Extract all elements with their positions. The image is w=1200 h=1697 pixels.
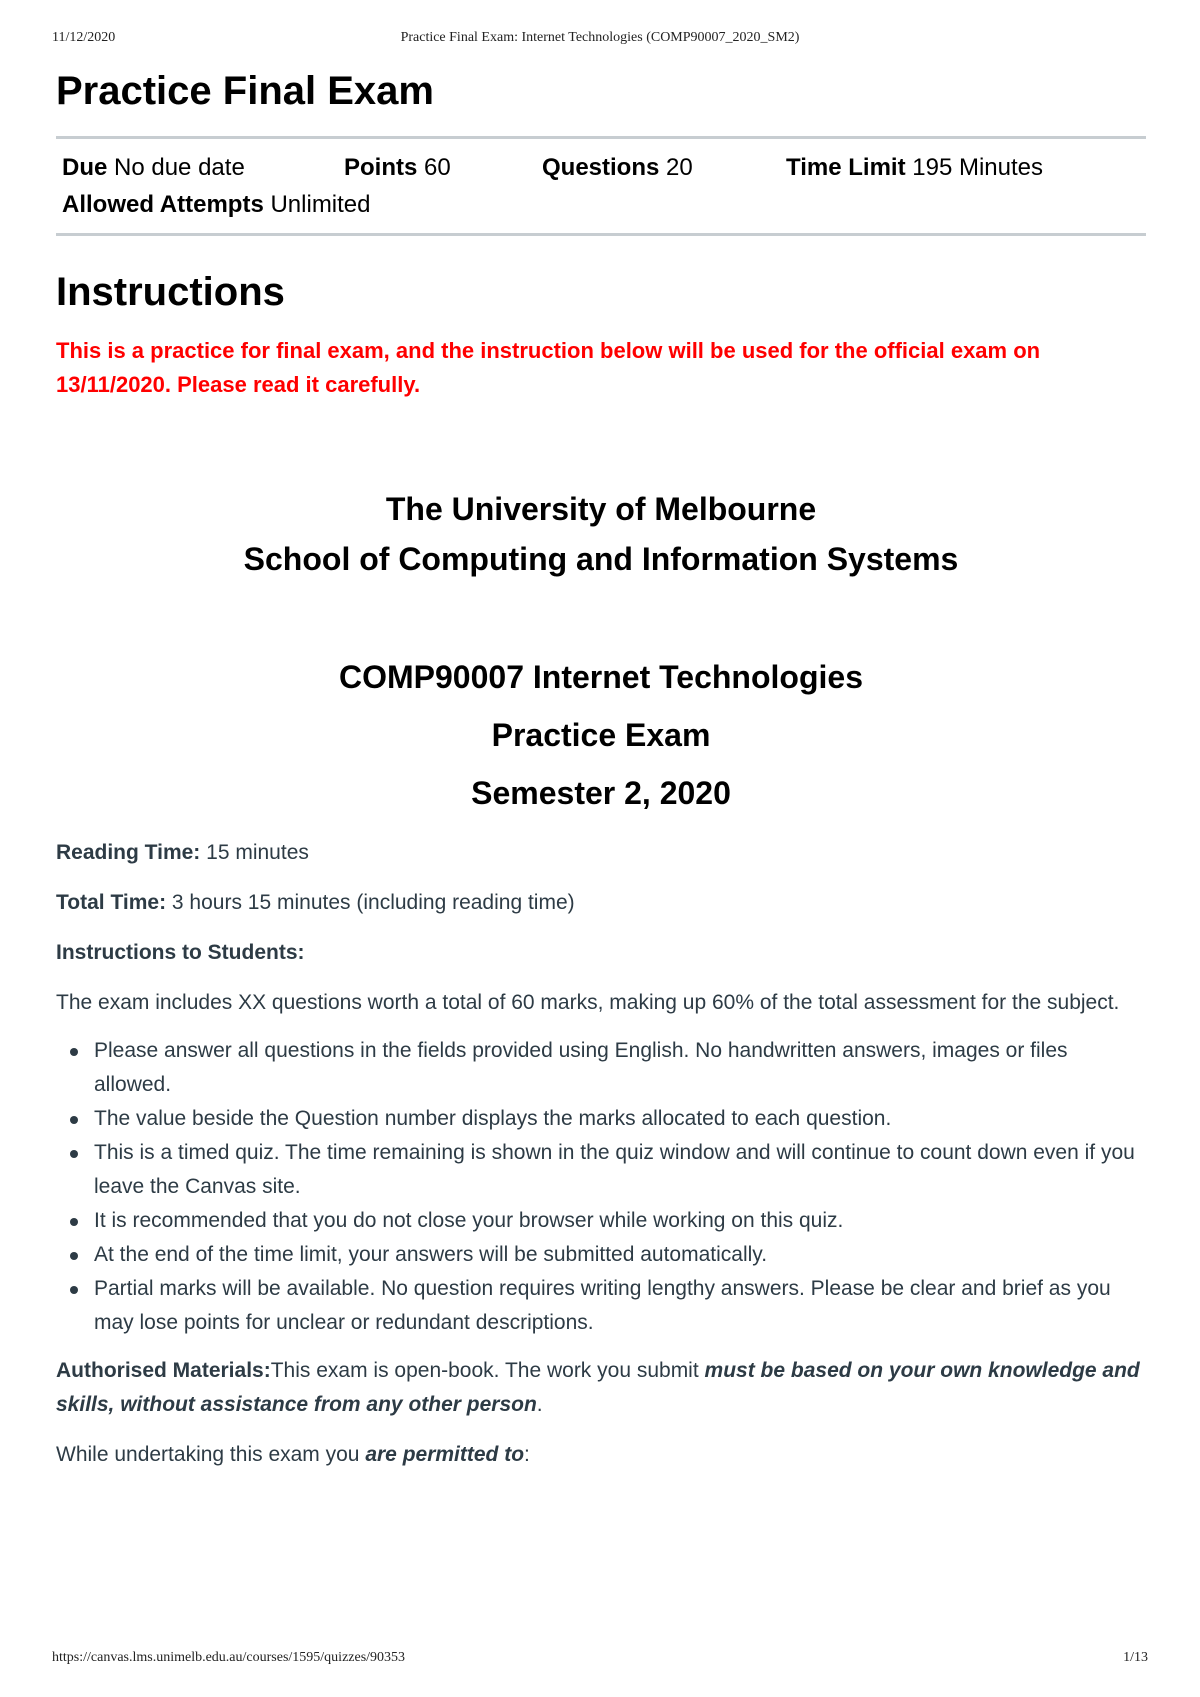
- permitted-end: :: [524, 1443, 530, 1466]
- bullet-icon: [70, 1150, 78, 1158]
- meta-points-label: Points: [344, 154, 418, 181]
- meta-attempts: [62, 186, 371, 223]
- list-item: [94, 1034, 1146, 1102]
- meta-time-limit-value: 195 Minutes: [912, 154, 1043, 181]
- university-name: The University of Melbourne: [385, 491, 817, 527]
- reading-time: [56, 836, 1146, 870]
- authorised-materials: [56, 1354, 1146, 1422]
- authorised-label: Authorised Materials:: [56, 1359, 271, 1382]
- exam-type: Practice Exam: [491, 717, 711, 753]
- quiz-content: [56, 60, 1146, 1472]
- quiz-meta: [56, 139, 1146, 233]
- meta-time-limit: [786, 149, 1043, 186]
- meta-due-value: No due date: [114, 154, 245, 181]
- bullet-icon: [70, 1218, 78, 1226]
- reading-time-value: 15 minutes: [206, 841, 309, 864]
- meta-questions-label: Questions: [542, 154, 660, 181]
- page-number: 1/13: [1123, 1650, 1148, 1665]
- practice-notice: This is a practice for final exam, and the instruction below will be used for the official exam on 13/11/2020. Please read it carefully.: [56, 338, 1041, 397]
- bullet-icon: [70, 1116, 78, 1124]
- total-time-label: Total Time:: [56, 891, 167, 914]
- list-item: [94, 1272, 1146, 1340]
- permitted-text: While undertaking this exam you: [56, 1443, 366, 1466]
- rule-text: This is a timed quiz. The time remaining is shown in the quiz window and will continue to count down even if you leave the Canvas site.: [94, 1141, 1135, 1198]
- school-name: School of Computing and Information Systems: [243, 541, 959, 577]
- permitted-line: [56, 1438, 1146, 1472]
- authorised-emphasis: must be based on your own knowledge and skills, without assistance from any other person: [56, 1359, 1140, 1416]
- course-name: COMP90007 Internet Technologies: [339, 659, 863, 695]
- list-item: [94, 1238, 1146, 1272]
- bullet-icon: [70, 1252, 78, 1260]
- exam-intro: The exam includes XX questions worth a total of 60 marks, making up 60% of the total assessment for the subject.: [56, 991, 1120, 1014]
- meta-attempts-label: Allowed Attempts: [62, 191, 264, 218]
- semester: Semester 2, 2020: [471, 775, 731, 811]
- rule-text: At the end of the time limit, your answers will be submitted automatically.: [94, 1243, 768, 1266]
- print-url: https://canvas.lms.unimelb.edu.au/courses/1595/quizzes/90353: [52, 1650, 406, 1665]
- list-item: [94, 1102, 1146, 1136]
- reading-time-label: Reading Time:: [56, 841, 201, 864]
- course-heading: [56, 648, 1146, 822]
- total-time-value: 3 hours 15 minutes (including reading time): [171, 891, 575, 914]
- print-doc-title: Practice Final Exam: Internet Technologies (COMP90007_2020_SM2): [400, 30, 800, 45]
- university-heading: [56, 484, 1146, 584]
- instructions-heading: Instructions: [56, 270, 285, 314]
- rule-text: It is recommended that you do not close your browser while working on this quiz.: [94, 1209, 844, 1232]
- meta-due-label: Due: [62, 154, 108, 181]
- rule-text: Partial marks will be available. No question requires writing lengthy answers. Please be clear and brief as you may lose points for unclear or redundant descriptions.: [94, 1277, 1111, 1334]
- list-item: [94, 1136, 1146, 1204]
- bullet-icon: [70, 1286, 78, 1294]
- meta-points: [344, 149, 542, 186]
- meta-time-limit-label: Time Limit: [786, 154, 906, 181]
- authorised-text: This exam is open-book. The work you submit: [270, 1359, 705, 1382]
- print-date: 11/12/2020: [52, 30, 116, 45]
- authorised-end: .: [536, 1393, 543, 1416]
- meta-due: [62, 149, 344, 186]
- list-item: [94, 1204, 1146, 1238]
- meta-questions: [542, 149, 786, 186]
- permitted-emphasis: are permitted to: [365, 1443, 525, 1466]
- rules-list: [56, 1034, 1146, 1340]
- divider: [56, 233, 1146, 236]
- meta-attempts-value: Unlimited: [270, 191, 371, 218]
- rule-text: Please answer all questions in the fields provided using English. No handwritten answers, images or files allowed.: [94, 1039, 1068, 1096]
- meta-questions-value: 20: [666, 154, 693, 181]
- instructions-to-students: Instructions to Students:: [56, 941, 305, 964]
- rule-text: The value beside the Question number displays the marks allocated to each question.: [94, 1107, 892, 1130]
- meta-points-value: 60: [424, 154, 451, 181]
- total-time: [56, 886, 1146, 920]
- bullet-icon: [70, 1048, 78, 1056]
- page-title: Practice Final Exam: [56, 69, 434, 113]
